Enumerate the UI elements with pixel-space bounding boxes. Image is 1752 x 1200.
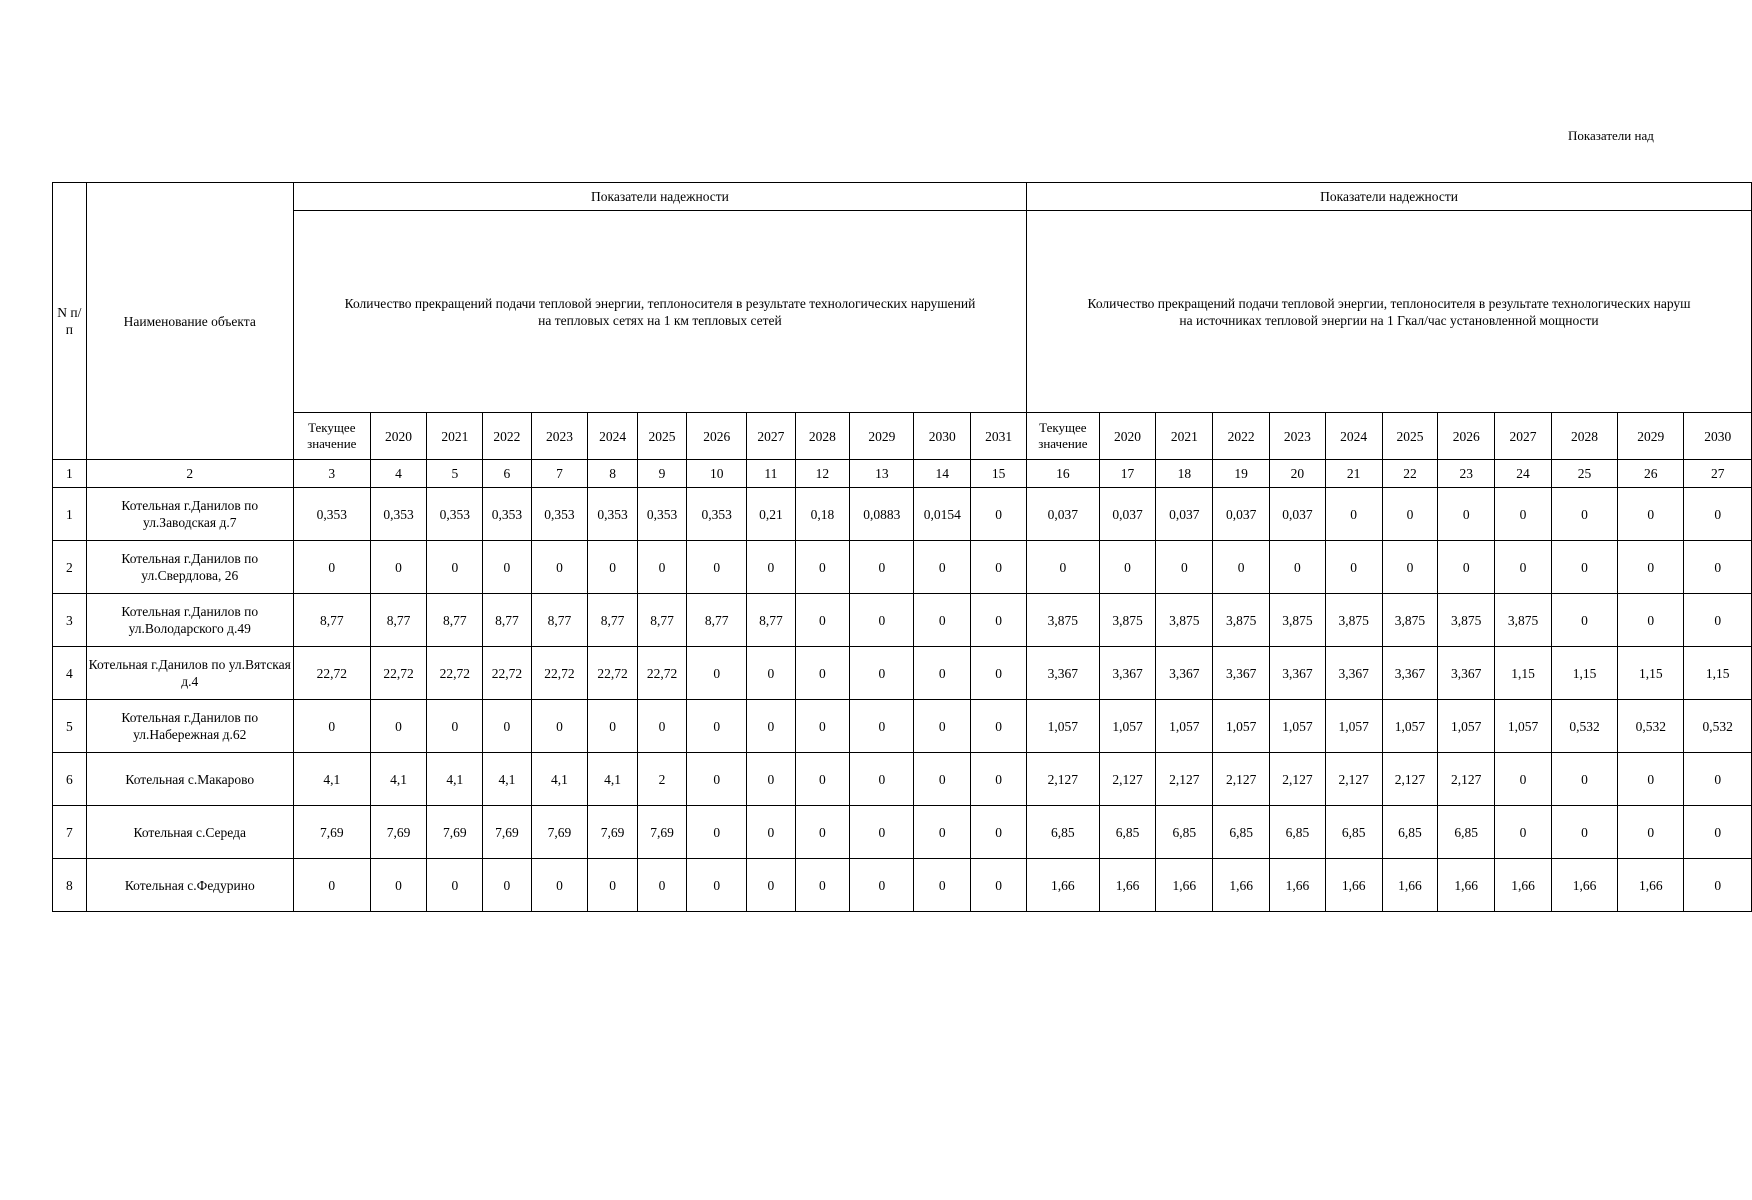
group2-subtitle [1027,211,1752,413]
group2-year-header: 2028 [1551,413,1617,460]
group2-year-header: 2023 [1270,413,1326,460]
group1-value-cell: 7,69 [531,806,588,859]
reliability-indicators-table [52,182,1752,912]
group1-value-cell: 8,77 [637,594,686,647]
group1-value-cell: 0 [293,541,370,594]
group2-value-cell: 3,367 [1438,647,1495,700]
group2-value-cell: 1,66 [1551,859,1617,912]
group1-value-cell: 0 [971,541,1027,594]
group1-value-cell: 0 [588,541,637,594]
group2-value-cell: 0 [1618,488,1684,541]
table-body [53,488,1752,912]
table-row [53,753,1752,806]
group1-value-cell: 7,69 [637,806,686,859]
group2-value-cell: 0 [1684,859,1752,912]
group2-value-cell: 0,037 [1213,488,1270,541]
group1-year-header: 2022 [483,413,531,460]
group1-value-cell: 0 [588,859,637,912]
group1-value-cell: 22,72 [427,647,483,700]
group1-value-cell: 0,353 [687,488,747,541]
group1-value-cell: 22,72 [637,647,686,700]
group2-value-cell: 1,15 [1551,647,1617,700]
group2-value-cell: 6,85 [1156,806,1213,859]
group1-value-cell: 22,72 [531,647,588,700]
group1-value-cell: 0 [747,859,795,912]
year-header-row [53,413,1752,460]
group1-value-cell: 7,69 [293,806,370,859]
group2-value-cell: 3,875 [1438,594,1495,647]
group2-year-header: 2020 [1099,413,1156,460]
group2-value-cell: 0,037 [1156,488,1213,541]
group2-value-cell: 0 [1325,541,1382,594]
group1-value-cell: 0,353 [637,488,686,541]
column-number-cell: 21 [1325,460,1382,488]
group2-value-cell: 6,85 [1382,806,1438,859]
group1-value-cell: 0,353 [588,488,637,541]
group2-value-cell: 3,367 [1382,647,1438,700]
column-number-cell: 6 [483,460,531,488]
group2-current-header: Текущее значение [1027,413,1100,460]
group2-value-cell: 0 [1551,594,1617,647]
table-row [53,541,1752,594]
row-number-cell: 3 [53,594,87,647]
group1-value-cell: 4,1 [531,753,588,806]
group1-value-cell: 0 [850,700,914,753]
group2-value-cell: 1,15 [1684,647,1752,700]
column-number-cell: 17 [1099,460,1156,488]
group1-value-cell: 8,77 [427,594,483,647]
group1-value-cell: 0 [914,753,971,806]
group1-year-header: 2028 [795,413,850,460]
group2-value-cell: 1,66 [1438,859,1495,912]
object-name-cell: Котельная с.Федурино [86,859,293,912]
group2-value-cell: 3,875 [1382,594,1438,647]
group2-value-cell: 1,057 [1213,700,1270,753]
group1-value-cell: 22,72 [370,647,427,700]
group1-value-cell: 0 [795,700,850,753]
col-num-header [53,183,87,460]
group2-value-cell: 0 [1684,488,1752,541]
group2-value-cell: 1,66 [1027,859,1100,912]
group2-value-cell: 0 [1618,541,1684,594]
column-number-cell: 12 [795,460,850,488]
row-number-cell: 5 [53,700,87,753]
group1-value-cell: 0 [850,859,914,912]
group1-value-cell: 0 [795,541,850,594]
group1-value-cell: 0,353 [370,488,427,541]
group1-value-cell: 0 [370,541,427,594]
group2-value-cell: 0,037 [1099,488,1156,541]
group1-title: Показатели надежности [293,183,1026,211]
column-number-cell: 15 [971,460,1027,488]
group1-value-cell: 0,0883 [850,488,914,541]
group1-value-cell: 0 [971,647,1027,700]
object-name-cell: Котельная с.Середа [86,806,293,859]
group2-value-cell: 3,875 [1325,594,1382,647]
column-number-cell: 24 [1495,460,1552,488]
group2-value-cell: 1,15 [1495,647,1552,700]
column-number-cell: 14 [914,460,971,488]
group1-value-cell: 0 [483,541,531,594]
group2-value-cell: 0 [1495,806,1552,859]
group1-value-cell: 0,21 [747,488,795,541]
group1-value-cell: 8,77 [370,594,427,647]
group1-value-cell: 0 [370,859,427,912]
column-number-cell: 1 [53,460,87,488]
group2-value-cell: 0 [1382,488,1438,541]
column-number-cell: 9 [637,460,686,488]
group1-value-cell: 8,77 [531,594,588,647]
group1-year-header: 2021 [427,413,483,460]
group2-value-cell: 1,66 [1382,859,1438,912]
row-number-cell: 4 [53,647,87,700]
col-name-header-text: Наименование объекта [123,313,256,329]
group2-value-cell: 0 [1618,806,1684,859]
group2-value-cell: 6,85 [1027,806,1100,859]
group2-value-cell: 0 [1027,541,1100,594]
group1-value-cell: 7,69 [483,806,531,859]
object-name-cell: Котельная г.Данилов по ул.Вятская д.4 [86,647,293,700]
column-number-cell: 16 [1027,460,1100,488]
group1-value-cell: 0 [427,859,483,912]
group1-value-cell: 4,1 [483,753,531,806]
column-number-cell: 19 [1213,460,1270,488]
group2-value-cell: 1,66 [1618,859,1684,912]
group1-value-cell: 7,69 [427,806,483,859]
group2-value-cell: 6,85 [1325,806,1382,859]
group1-value-cell: 8,77 [747,594,795,647]
group2-subtitle-line1: Количество прекращений подачи тепловой энергии, теплоносителя в результате технологических наруш [1087,295,1691,311]
group2-year-header: 2024 [1325,413,1382,460]
group2-value-cell: 0 [1551,753,1617,806]
group2-value-cell: 0 [1325,488,1382,541]
group1-value-cell: 0 [427,541,483,594]
group2-value-cell: 0 [1551,541,1617,594]
table-row [53,806,1752,859]
group1-value-cell: 0 [588,700,637,753]
group2-value-cell: 3,367 [1325,647,1382,700]
group2-value-cell: 1,66 [1270,859,1326,912]
row-number-cell: 6 [53,753,87,806]
group1-value-cell: 0,353 [427,488,483,541]
group2-value-cell: 1,66 [1099,859,1156,912]
group2-value-cell: 3,875 [1270,594,1326,647]
group2-value-cell: 1,66 [1213,859,1270,912]
group1-value-cell: 0 [795,806,850,859]
group2-value-cell: 1,057 [1270,700,1326,753]
group1-value-cell: 2 [637,753,686,806]
group2-value-cell: 0 [1495,488,1552,541]
group1-value-cell: 0 [293,700,370,753]
group1-value-cell: 0 [531,859,588,912]
group1-value-cell: 0 [483,700,531,753]
group2-value-cell: 0,532 [1684,700,1752,753]
group2-value-cell: 3,875 [1213,594,1270,647]
object-name-cell: Котельная г.Данилов по ул.Набережная д.62 [86,700,293,753]
group1-value-cell: 22,72 [483,647,531,700]
group2-value-cell: 0 [1618,753,1684,806]
row-number-cell: 2 [53,541,87,594]
group2-value-cell: 0 [1551,806,1617,859]
group1-value-cell: 0 [795,753,850,806]
group1-value-cell: 0 [637,541,686,594]
group1-value-cell: 0 [914,700,971,753]
group1-year-header: 2024 [588,413,637,460]
group2-value-cell: 0 [1156,541,1213,594]
group1-value-cell: 0 [971,594,1027,647]
group1-value-cell: 0 [850,594,914,647]
object-name-cell: Котельная с.Макарово [86,753,293,806]
group1-value-cell: 0 [637,700,686,753]
group2-value-cell: 1,66 [1495,859,1552,912]
group2-value-cell: 0,532 [1618,700,1684,753]
group2-value-cell: 1,15 [1618,647,1684,700]
group1-value-cell: 8,77 [293,594,370,647]
group1-value-cell: 0 [293,859,370,912]
group1-subtitle-line2: на тепловых сетях на 1 км тепловых сетей [538,312,782,328]
group1-value-cell: 0 [795,647,850,700]
group1-value-cell: 0 [747,647,795,700]
group1-value-cell: 0,353 [483,488,531,541]
group1-value-cell: 0 [795,859,850,912]
column-number-cell: 20 [1270,460,1326,488]
group1-value-cell: 4,1 [427,753,483,806]
group1-value-cell: 0 [687,806,747,859]
row-number-cell: 7 [53,806,87,859]
group2-value-cell: 2,127 [1027,753,1100,806]
group1-value-cell: 0 [637,859,686,912]
row-number-cell: 1 [53,488,87,541]
group1-value-cell: 0 [914,806,971,859]
group1-value-cell: 0 [914,647,971,700]
group1-value-cell: 0 [914,541,971,594]
group2-value-cell: 2,127 [1156,753,1213,806]
group2-value-cell: 1,057 [1495,700,1552,753]
group1-year-header: 2030 [914,413,971,460]
col-name-header [86,183,293,460]
col-num-header-text: N п/п [57,305,82,337]
group2-value-cell: 0,037 [1027,488,1100,541]
group1-value-cell: 0 [531,700,588,753]
row-number-cell: 8 [53,859,87,912]
column-number-cell: 7 [531,460,588,488]
page-corner-title: Показатели над [1568,128,1654,143]
group2-value-cell: 0 [1684,806,1752,859]
column-number-cell: 5 [427,460,483,488]
group2-value-cell: 1,057 [1325,700,1382,753]
table-row [53,859,1752,912]
reliability-table-wrapper [52,182,1733,912]
object-name-cell: Котельная г.Данилов по ул.Свердлова, 26 [86,541,293,594]
group2-value-cell: 0,532 [1551,700,1617,753]
group2-value-cell: 3,367 [1270,647,1326,700]
column-number-cell: 26 [1618,460,1684,488]
table-row [53,647,1752,700]
group1-value-cell: 0 [687,647,747,700]
group2-value-cell: 3,875 [1099,594,1156,647]
group1-year-header: 2031 [971,413,1027,460]
column-number-cell: 4 [370,460,427,488]
group2-value-cell: 6,85 [1270,806,1326,859]
group2-value-cell: 2,127 [1213,753,1270,806]
group1-year-header: 2023 [531,413,588,460]
group1-value-cell: 7,69 [588,806,637,859]
group2-value-cell: 0 [1495,541,1552,594]
group2-value-cell: 2,127 [1325,753,1382,806]
group1-value-cell: 0 [914,859,971,912]
group1-value-cell: 0,18 [795,488,850,541]
group1-year-header: 2027 [747,413,795,460]
group2-value-cell: 1,057 [1099,700,1156,753]
group2-value-cell: 2,127 [1382,753,1438,806]
group1-value-cell: 0 [687,541,747,594]
group1-value-cell: 0 [971,488,1027,541]
group2-value-cell: 3,367 [1213,647,1270,700]
group2-value-cell: 0 [1270,541,1326,594]
column-number-cell: 2 [86,460,293,488]
group2-value-cell: 0 [1495,753,1552,806]
group2-value-cell: 2,127 [1099,753,1156,806]
group2-value-cell: 1,057 [1438,700,1495,753]
group1-year-header: 2020 [370,413,427,460]
group1-value-cell: 4,1 [588,753,637,806]
group1-value-cell: 8,77 [483,594,531,647]
group1-value-cell: 8,77 [687,594,747,647]
column-number-cell: 27 [1684,460,1752,488]
group1-value-cell: 0 [850,753,914,806]
group2-value-cell: 1,057 [1027,700,1100,753]
column-number-cell: 13 [850,460,914,488]
group2-value-cell: 0 [1099,541,1156,594]
group2-value-cell: 3,367 [1156,647,1213,700]
group2-subtitle-line2: на источниках тепловой энергии на 1 Гкал/час установленной мощности [1179,312,1599,328]
group2-value-cell: 3,367 [1027,647,1100,700]
group1-value-cell: 0 [687,859,747,912]
group1-value-cell: 0,0154 [914,488,971,541]
group2-value-cell: 0 [1684,753,1752,806]
group1-value-cell: 0 [850,806,914,859]
group1-value-cell: 0 [914,594,971,647]
group2-year-header: 2029 [1618,413,1684,460]
group1-value-cell: 22,72 [293,647,370,700]
group1-value-cell: 0 [971,700,1027,753]
table-row [53,488,1752,541]
group2-value-cell: 2,127 [1438,753,1495,806]
group1-value-cell: 0 [427,700,483,753]
column-number-cell: 3 [293,460,370,488]
group2-value-cell: 1,66 [1156,859,1213,912]
column-number-cell: 23 [1438,460,1495,488]
group2-year-header: 2027 [1495,413,1552,460]
group2-value-cell: 1,057 [1382,700,1438,753]
group1-subtitle-line1: Количество прекращений подачи тепловой энергии, теплоносителя в результате технологических нарушений [344,295,976,311]
table-row [53,594,1752,647]
group2-value-cell: 2,127 [1270,753,1326,806]
group2-value-cell: 0 [1551,488,1617,541]
group1-value-cell: 0 [971,753,1027,806]
group1-value-cell: 8,77 [588,594,637,647]
column-number-cell: 8 [588,460,637,488]
object-name-cell: Котельная г.Данилов по ул.Заводская д.7 [86,488,293,541]
group1-year-header: 2025 [637,413,686,460]
table-row [53,700,1752,753]
group1-value-cell: 0 [971,806,1027,859]
group2-value-cell: 6,85 [1438,806,1495,859]
group1-value-cell: 0 [687,700,747,753]
group1-value-cell: 0 [850,541,914,594]
group1-value-cell: 0 [370,700,427,753]
group2-value-cell: 6,85 [1099,806,1156,859]
group1-value-cell: 4,1 [293,753,370,806]
group2-value-cell: 0 [1684,594,1752,647]
group2-value-cell: 1,66 [1325,859,1382,912]
group2-value-cell: 0 [1618,594,1684,647]
column-number-cell: 22 [1382,460,1438,488]
group2-value-cell: 0,037 [1270,488,1326,541]
group1-value-cell: 22,72 [588,647,637,700]
group1-year-header: 2029 [850,413,914,460]
group1-value-cell: 0 [747,806,795,859]
column-number-cell: 18 [1156,460,1213,488]
group2-value-cell: 3,875 [1027,594,1100,647]
group1-subtitle [293,211,1026,413]
group1-value-cell: 0 [795,594,850,647]
group1-value-cell: 0 [747,753,795,806]
group2-year-header: 2030 [1684,413,1752,460]
group2-value-cell: 0 [1684,541,1752,594]
group2-value-cell: 3,367 [1099,647,1156,700]
group1-value-cell: 0 [747,700,795,753]
group1-current-header: Текущее значение [293,413,370,460]
column-number-cell: 11 [747,460,795,488]
group1-value-cell: 0 [531,541,588,594]
group1-value-cell: 0 [850,647,914,700]
group1-value-cell: 0 [747,541,795,594]
group1-value-cell: 0 [971,859,1027,912]
group2-value-cell: 0 [1213,541,1270,594]
group1-year-header: 2026 [687,413,747,460]
group2-value-cell: 0 [1382,541,1438,594]
group2-value-cell: 6,85 [1213,806,1270,859]
group2-value-cell: 3,875 [1495,594,1552,647]
group1-value-cell: 0 [687,753,747,806]
group2-value-cell: 3,875 [1156,594,1213,647]
group1-value-cell: 7,69 [370,806,427,859]
group2-year-header: 2026 [1438,413,1495,460]
group2-value-cell: 0 [1438,488,1495,541]
group2-year-header: 2022 [1213,413,1270,460]
group2-value-cell: 0 [1438,541,1495,594]
column-number-cell: 25 [1551,460,1617,488]
column-number-row [53,460,1752,488]
group2-year-header: 2025 [1382,413,1438,460]
group2-title: Показатели надежности [1027,183,1752,211]
group1-value-cell: 0,353 [293,488,370,541]
object-name-cell: Котельная г.Данилов по ул.Володарского д.49 [86,594,293,647]
group1-value-cell: 0 [483,859,531,912]
group2-year-header: 2021 [1156,413,1213,460]
group2-value-cell: 1,057 [1156,700,1213,753]
group1-value-cell: 4,1 [370,753,427,806]
column-number-cell: 10 [687,460,747,488]
group1-value-cell: 0,353 [531,488,588,541]
